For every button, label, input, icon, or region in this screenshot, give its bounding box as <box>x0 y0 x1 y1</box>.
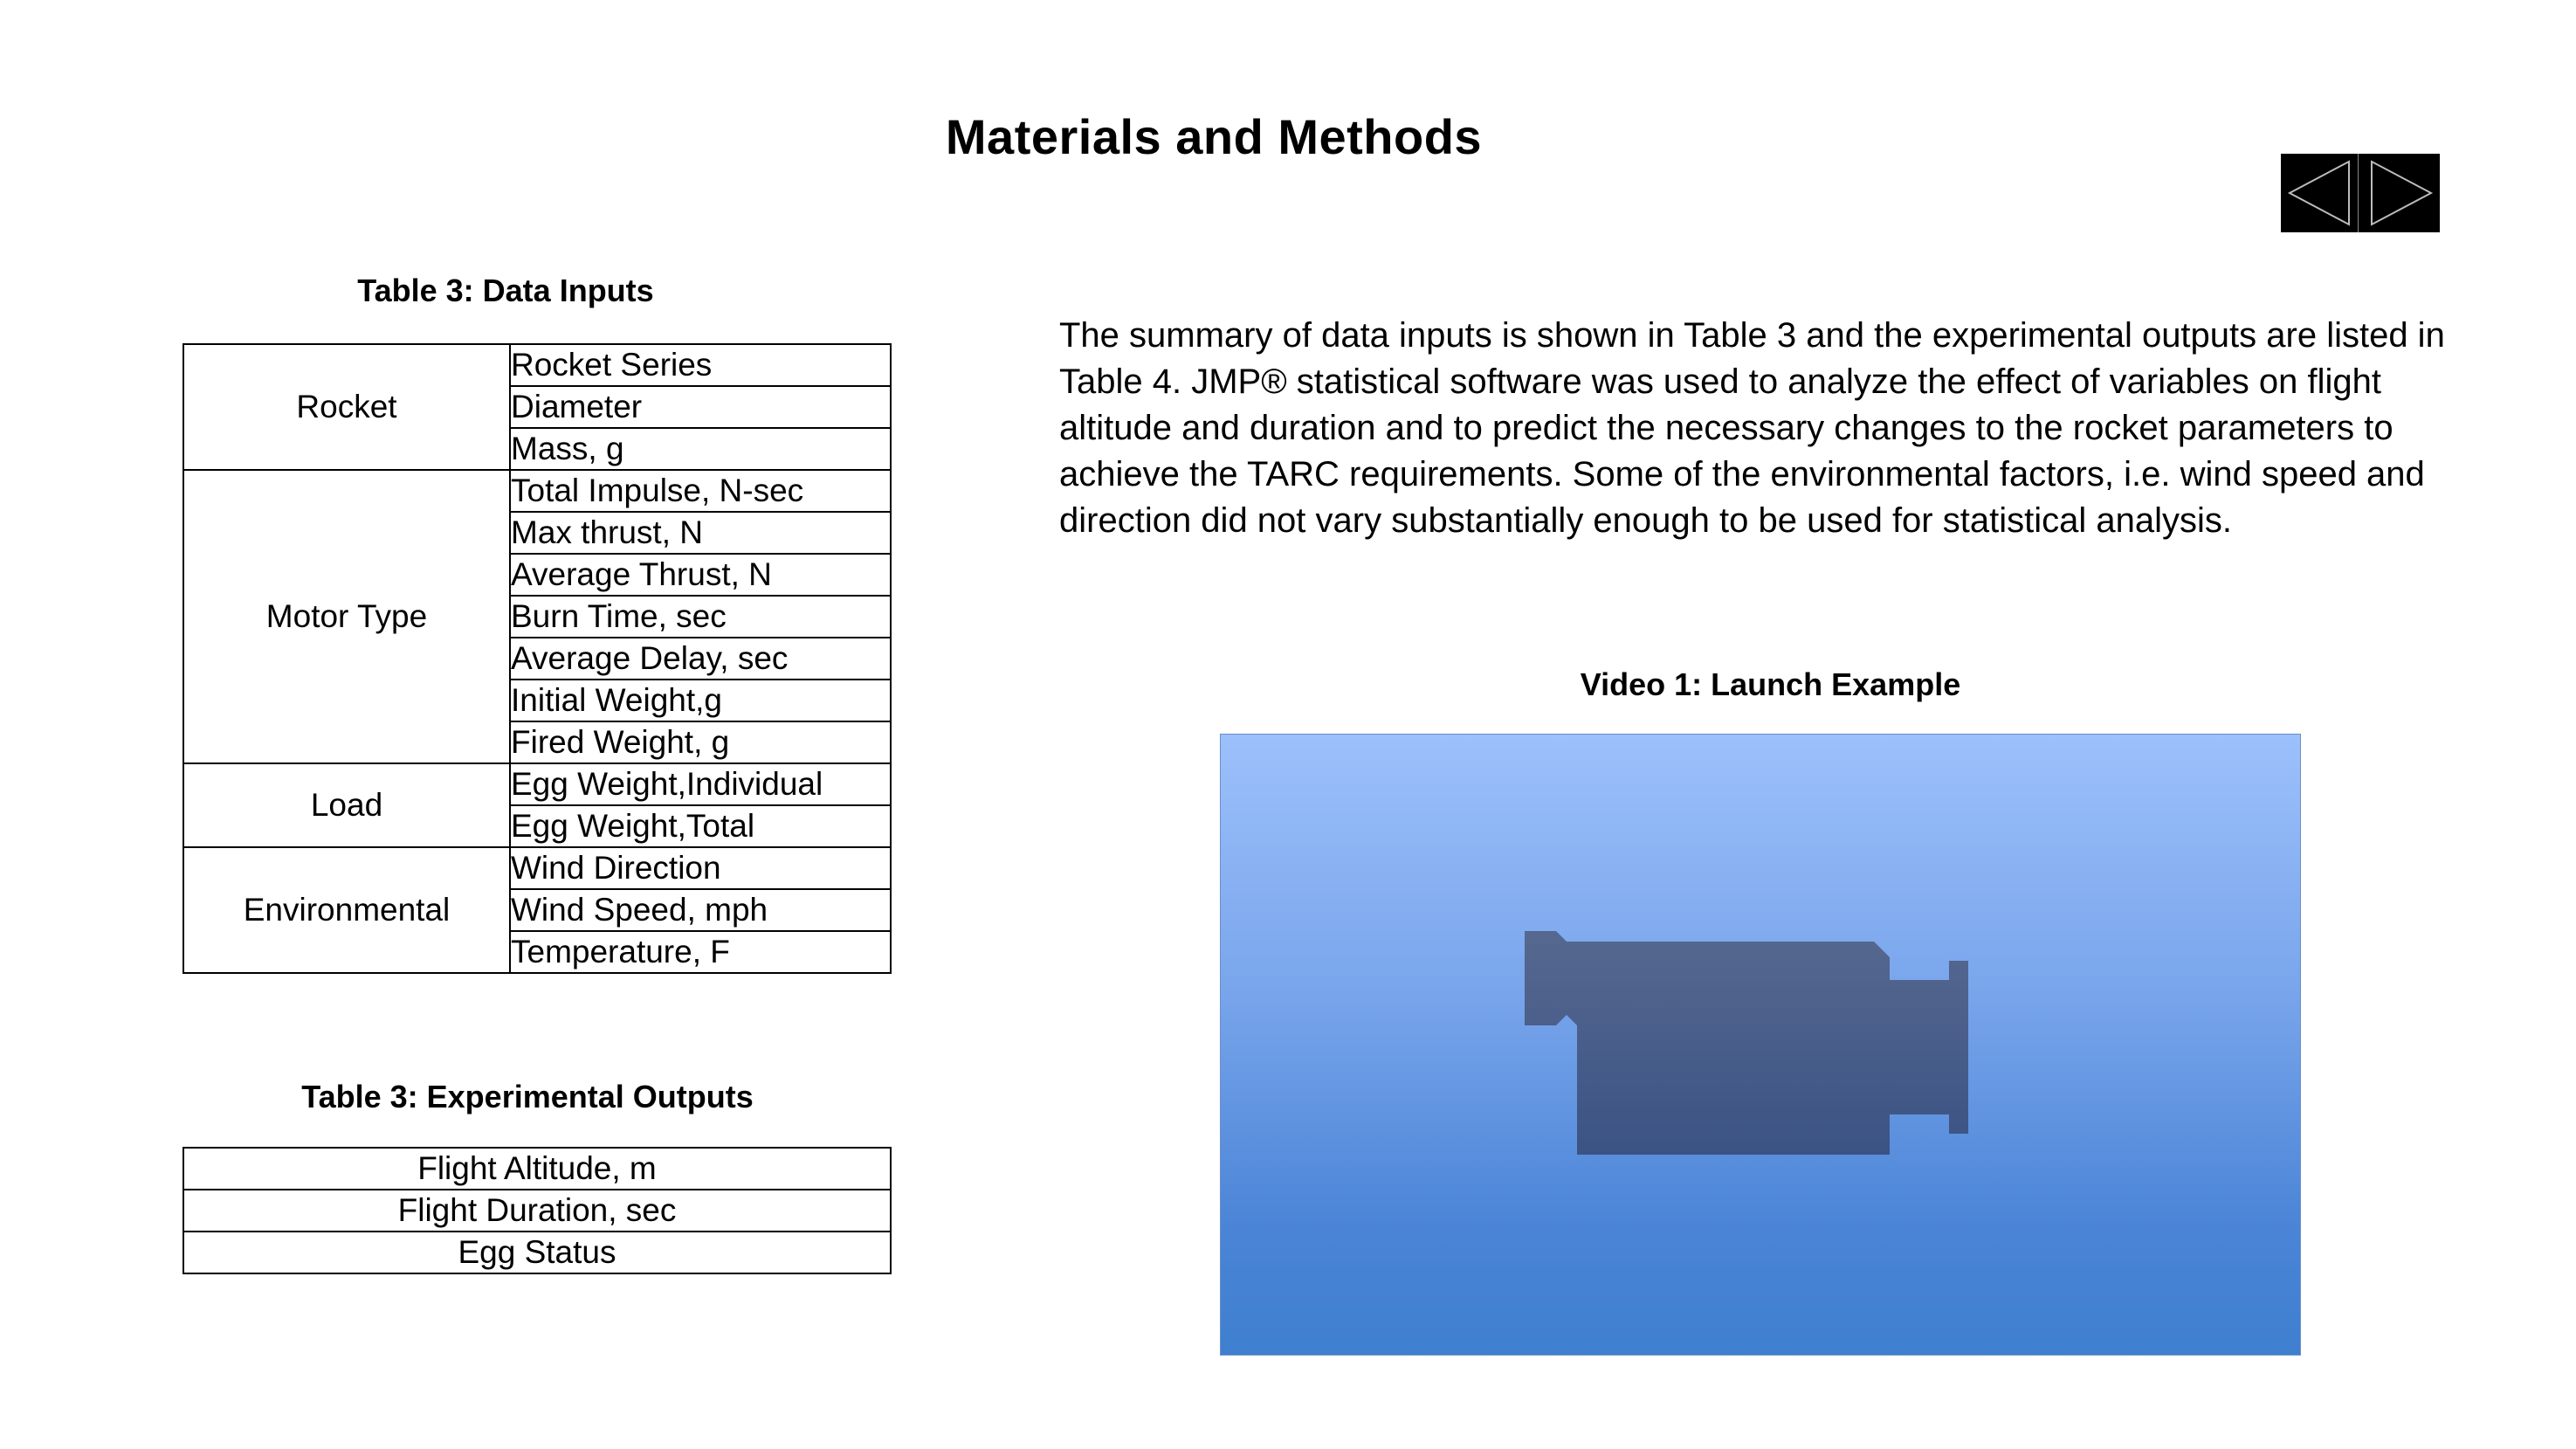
table-row <box>183 1190 891 1232</box>
inputs-table-caption: Table 3: Data Inputs <box>357 273 654 308</box>
group-cell-environmental: Environmental <box>183 847 510 973</box>
video-player[interactable] <box>1220 734 2301 1356</box>
triangle-right-icon <box>2366 158 2436 228</box>
item-cell: Max thrust, N <box>510 512 891 554</box>
item-cell: Wind Direction <box>510 847 891 889</box>
video-camera-icon <box>1525 931 1996 1158</box>
table-row <box>183 847 891 889</box>
item-cell: Diameter <box>510 386 891 428</box>
table-row <box>183 470 891 512</box>
table-row <box>183 344 891 386</box>
item-cell: Average Delay, sec <box>510 638 891 680</box>
next-slide-button[interactable] <box>2363 154 2440 232</box>
item-cell: Wind Speed, mph <box>510 889 891 931</box>
video-caption: Video 1: Launch Example <box>1580 666 1961 702</box>
item-cell: Average Thrust, N <box>510 554 891 596</box>
table-row <box>183 763 891 805</box>
item-cell: Total Impulse, N-sec <box>510 470 891 512</box>
item-cell: Egg Weight,Individual <box>510 763 891 805</box>
group-cell-rocket: Rocket <box>183 344 510 470</box>
experimental-outputs-table <box>183 1147 892 1274</box>
summary-paragraph: The summary of data inputs is shown in Table 3 and the experimental outputs are listed in Table 4. JMP® statistical software was used to analyze the effect of variables on flight altitude and duration and to predict the necessary changes to the rocket parameters to achieve the TARC requirements. Some of the environmental factors, i.e. wind speed and direction did not vary substantially enough to be used for statistical analysis. <box>1059 316 2445 540</box>
output-cell: Egg Status <box>183 1232 891 1273</box>
item-cell: Rocket Series <box>510 344 891 386</box>
item-cell: Temperature, F <box>510 931 891 973</box>
table-row <box>183 1232 891 1273</box>
item-cell: Burn Time, sec <box>510 596 891 638</box>
previous-slide-button[interactable] <box>2281 154 2358 232</box>
output-cell: Flight Altitude, m <box>183 1148 891 1190</box>
output-cell: Flight Duration, sec <box>183 1190 891 1232</box>
group-cell-motor-type: Motor Type <box>183 470 510 763</box>
group-cell-load: Load <box>183 763 510 847</box>
slide-navigation <box>2281 154 2440 232</box>
triangle-left-icon <box>2284 158 2354 228</box>
item-cell: Egg Weight,Total <box>510 805 891 847</box>
item-cell: Fired Weight, g <box>510 721 891 763</box>
data-inputs-table <box>183 343 892 974</box>
item-cell: Mass, g <box>510 428 891 470</box>
item-cell: Initial Weight,g <box>510 680 891 721</box>
outputs-table-caption: Table 3: Experimental Outputs <box>301 1079 754 1114</box>
table-row <box>183 1148 891 1190</box>
page-title: Materials and Methods <box>945 109 1483 164</box>
